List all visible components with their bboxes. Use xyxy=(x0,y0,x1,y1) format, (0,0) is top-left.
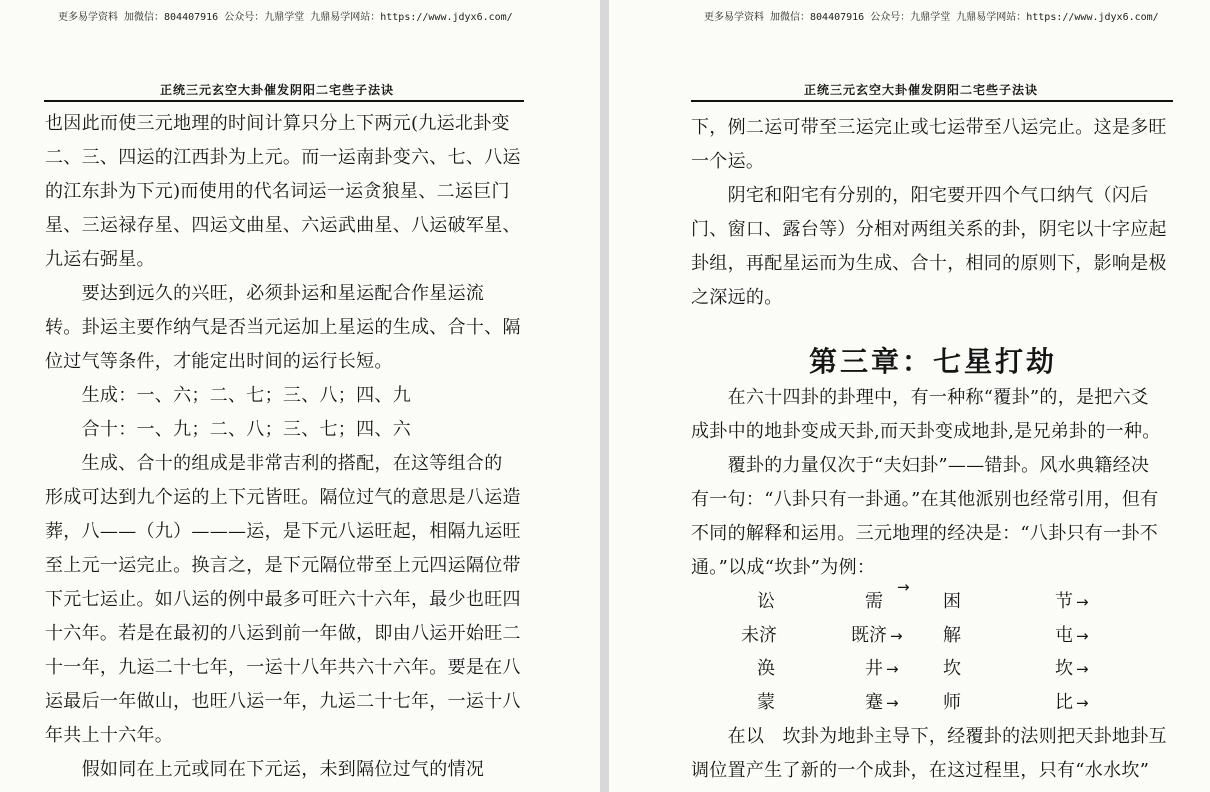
body-line: 至上元一运完止。换言之，是下元隔位带至上元四运隔位带 xyxy=(45,555,521,576)
body-line: 不同的解释和运用。三元地理的经决是：“八卦只有一卦不 xyxy=(691,523,1158,544)
body-line: 形成可达到九个运的上下元皆旺。隔位过气的意思是八运造 xyxy=(45,487,521,508)
gua-cell-label: 比 xyxy=(1055,692,1073,713)
arrow-right-icon: → xyxy=(897,578,910,596)
body-line: 假如同在上元或同在下元运，未到隔位过气的情况 xyxy=(45,759,485,780)
body-line: 星、三运禄存星、四运文曲星、六运武曲星、八运破军星、 xyxy=(45,215,521,236)
body-line: 九运右弼星。 xyxy=(45,249,155,270)
arrow-right-icon: → xyxy=(886,694,899,712)
gua-cell xyxy=(1055,657,1089,681)
body-line: 也因此而使三元地理的时间计算只分上下两元(九运北卦变 xyxy=(45,113,510,134)
gua-cell: 坎 xyxy=(943,658,961,679)
arrow-right-icon: → xyxy=(890,627,903,645)
body-line: 之深远的。 xyxy=(691,287,783,308)
watermark-header: 更多易学资料 加微信：804407916 公众号：九鼎学堂 九鼎易学网站：https://www.jdyx6.com/ xyxy=(58,12,513,23)
body-line: 调位置产生了新的一个成卦，在这过程里，只有“水水坎” xyxy=(691,760,1150,781)
gua-cell: 需 xyxy=(865,591,883,612)
body-line: 生成、合十的组成是非常吉利的搭配，在这等组合的 xyxy=(45,453,503,474)
gua-cell: 未济 xyxy=(741,625,777,646)
running-head: 正统三元玄空大卦催发阴阳二宅些子法诀 xyxy=(804,83,1039,97)
arrow-right-icon: → xyxy=(886,660,899,678)
body-line: 在以 坎卦为地卦主导下，经覆卦的法则把天卦地卦互 xyxy=(691,726,1167,747)
arrow-right-icon: → xyxy=(1076,593,1089,611)
gua-cell-label: 井 xyxy=(865,658,883,679)
body-line: 十一年，九运二十七年，一运十八年共六十六年。要是在八 xyxy=(45,657,521,678)
body-line: 生成：一、六；二、七；三、八；四、九 xyxy=(45,385,411,406)
body-line: 通。”以成“坎卦”为例： xyxy=(691,557,876,578)
body-line: 年共上十六年。 xyxy=(45,725,174,746)
gua-cell xyxy=(865,691,899,715)
body-line: 一个运。 xyxy=(691,151,765,172)
gua-cell xyxy=(1055,624,1089,648)
gua-cell xyxy=(851,624,903,648)
body-line: 下元七运止。如八运的例中最多可旺六十六年，最少也旺四 xyxy=(45,589,521,610)
chapter-title: 第三章：七星打劫 xyxy=(809,345,1058,378)
gua-cell: 解 xyxy=(943,625,961,646)
running-head: 正统三元玄空大卦催发阴阳二宅些子法诀 xyxy=(160,83,395,97)
body-line: 十六年。若是在最初的八运到前一年做，即由八运开始旺二 xyxy=(45,623,521,644)
arrow-right-icon: → xyxy=(1076,627,1089,645)
body-line: 成卦中的地卦变成天卦,而天卦变成地卦,是兄弟卦的一种。 xyxy=(691,421,1161,442)
gua-cell-label: 屯 xyxy=(1055,625,1073,646)
body-line: 要达到远久的兴旺，必须卦运和星运配合作星运流 xyxy=(45,283,485,304)
body-line: 有一句：“八卦只有一卦通。”在其他派别也经常引用，但有 xyxy=(691,489,1159,510)
body-line: 门、窗口、露台等）分相对两组关系的卦，阴宅以十字应起 xyxy=(691,219,1167,240)
body-line: 下，例二运可带至三运完止或七运带至八运完止。这是多旺 xyxy=(691,117,1167,138)
body-line: 运最后一年做山，也旺八运一年，九运二十七年，一运十八 xyxy=(45,691,521,712)
gua-cell-label: 节 xyxy=(1055,591,1073,612)
body-line: 葬，八——（九）———运，是下元八运旺起，相隔九运旺 xyxy=(45,521,521,542)
gua-cell: 讼 xyxy=(757,591,775,612)
body-line: 转。卦运主要作纳气是否当元运加上星运的生成、合十、隔 xyxy=(45,317,521,338)
body-line: 位过气等条件，才能定出时间的运行长短。 xyxy=(45,351,393,372)
gua-cell: 困 xyxy=(943,591,961,612)
arrow-right-icon: → xyxy=(1076,694,1089,712)
body-line: 二、三、四运的江西卦为上元。而一运南卦变六、七、八运 xyxy=(45,147,521,168)
gua-cell: 涣 xyxy=(757,658,775,679)
gua-cell: 蒙 xyxy=(757,692,775,713)
body-line: 合十：一、九；二、八；三、七；四、六 xyxy=(45,419,411,440)
header-rule xyxy=(44,100,524,102)
gua-cell-label: 既济 xyxy=(851,625,887,646)
body-line: 的江东卦为下元)而使用的代名词运一运贪狼星、二运巨门 xyxy=(45,181,510,202)
gua-cell: 师 xyxy=(943,692,961,713)
watermark-header: 更多易学资料 加微信：804407916 公众号：九鼎学堂 九鼎易学网站：https://www.jdyx6.com/ xyxy=(704,12,1159,23)
gua-cell-label: 坎 xyxy=(1055,658,1073,679)
gua-cell xyxy=(1055,691,1089,715)
gua-cell xyxy=(1055,590,1089,614)
body-line: 阴宅和阳宅有分别的，阳宅要开四个气口纳气（闪后 xyxy=(691,185,1149,206)
left-page xyxy=(0,0,600,792)
body-line: 卦组，再配星运而为生成、合十，相同的原则下，影响是极 xyxy=(691,253,1167,274)
gua-cell xyxy=(865,657,899,681)
gua-cell-label: 蹇 xyxy=(865,692,883,713)
body-line: 覆卦的力量仅次于“夫妇卦”——错卦。风水典籍经决 xyxy=(691,455,1150,476)
arrow-right-icon: → xyxy=(1076,660,1089,678)
body-line: 在六十四卦的卦理中，有一种称“覆卦”的，是把六爻 xyxy=(691,387,1150,408)
header-rule xyxy=(691,100,1173,102)
right-page xyxy=(609,0,1210,792)
